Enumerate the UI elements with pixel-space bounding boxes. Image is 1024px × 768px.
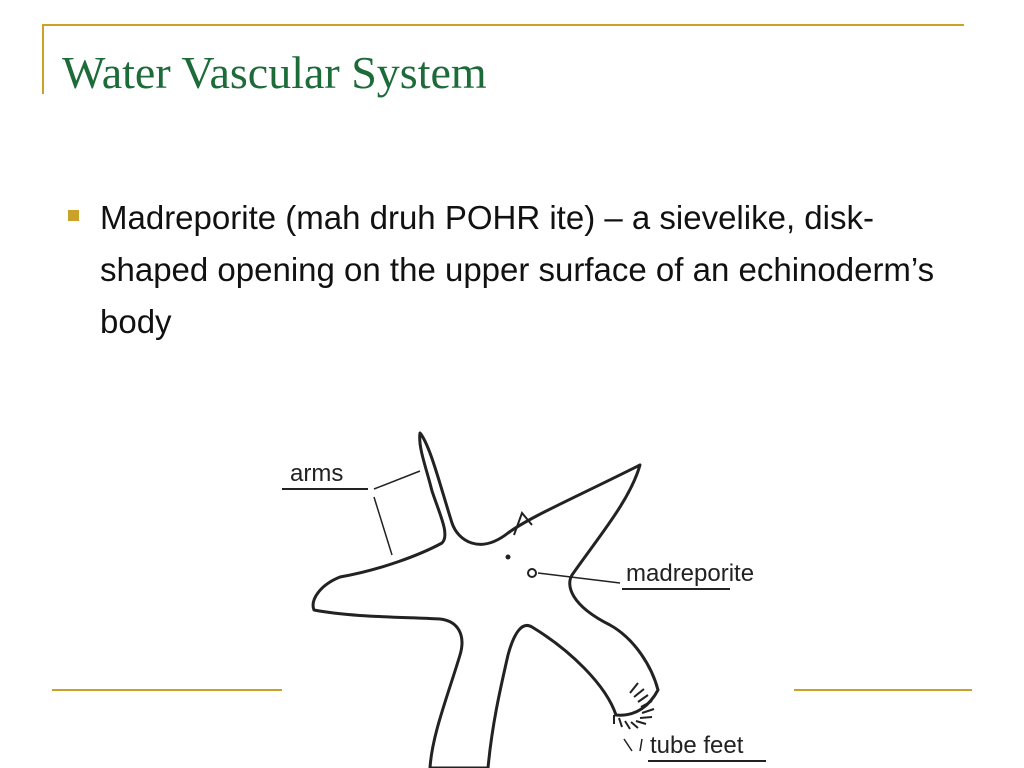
leader-line-arms-2: [374, 497, 392, 555]
madreporite-dot: [528, 569, 536, 577]
tube-feet-fringe: [614, 683, 654, 729]
slide-title: Water Vascular System: [62, 47, 487, 98]
leader-line-madreporite: [538, 573, 620, 583]
starfish-outline: [313, 433, 658, 768]
leader-line-tube-feet-2: [640, 739, 642, 751]
bottom-rule-left: [52, 689, 282, 691]
leader-line-arms-1: [374, 471, 420, 489]
bullet-square-icon: [68, 210, 79, 221]
label-tube-feet: tube feet: [650, 732, 744, 759]
bullet-text: Madreporite (mah druh POHR ite) – a sievelike, disk-shaped opening on the upper surface of an echinoderm’s body: [100, 199, 935, 340]
body-dot: [506, 555, 511, 560]
label-arms: arms: [290, 460, 344, 487]
starfish-figure: [270, 405, 810, 768]
starfish-diagram: [270, 405, 810, 768]
leader-line-tube-feet-1: [624, 739, 632, 751]
bottom-rule-right: [794, 689, 972, 691]
frame-top-line: [42, 24, 964, 26]
frame-left-line: [42, 24, 44, 94]
label-madreporite: madreporite: [626, 560, 755, 587]
